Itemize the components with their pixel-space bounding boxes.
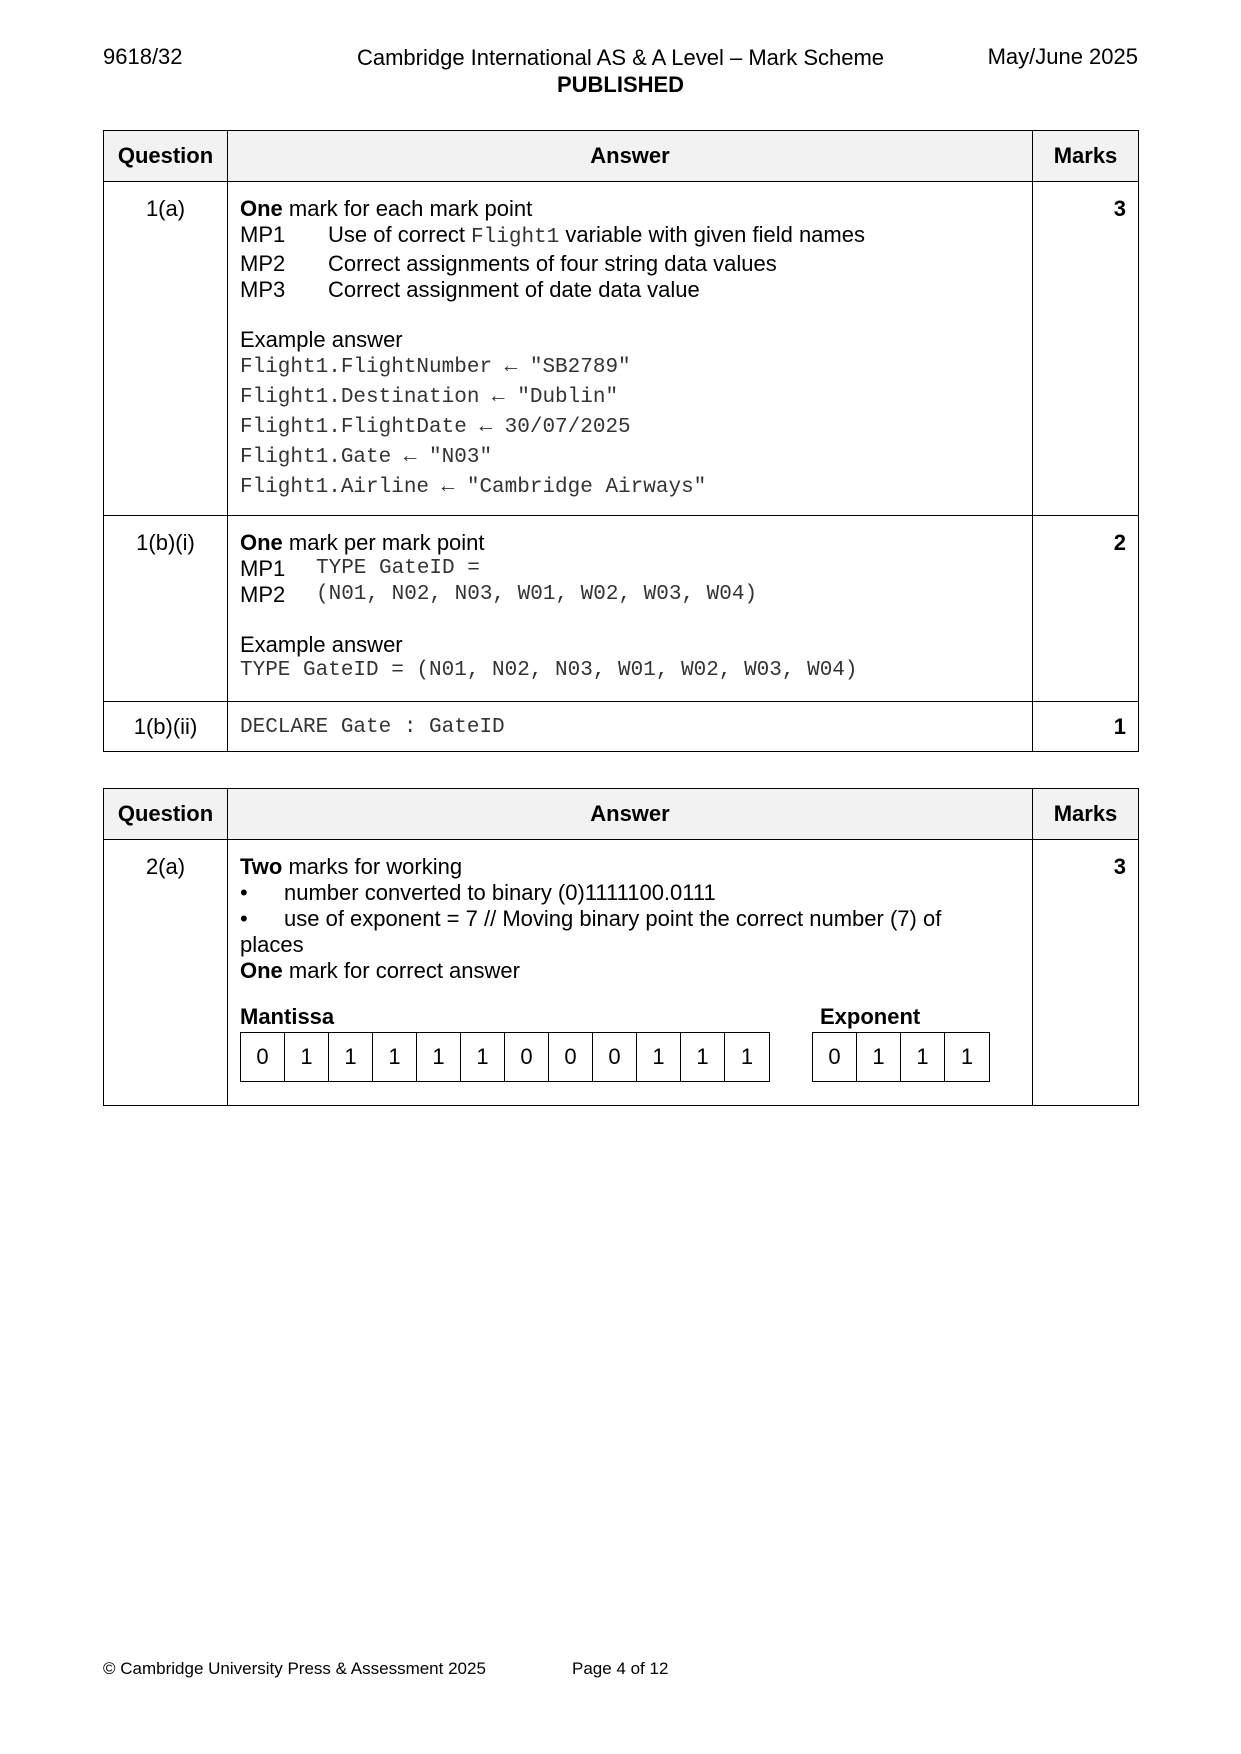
table-row-1bii bbox=[104, 702, 1139, 752]
mark-point-2: MP2 Correct assignments of four string data values bbox=[240, 251, 777, 276]
table-row-2a bbox=[104, 840, 1139, 1106]
mark-point-2: MP2 (N01, N02, N03, W01, W02, W03, W04) bbox=[240, 582, 758, 607]
question-number: 1(a) bbox=[104, 182, 228, 516]
exponent-bit: 0 bbox=[813, 1033, 857, 1081]
mark-intro: One mark per mark point bbox=[240, 530, 485, 555]
code-line: Flight1.FlightNumber ← "SB2789" bbox=[240, 356, 631, 379]
question-header: Question bbox=[104, 131, 228, 182]
question-header: Question bbox=[104, 789, 228, 840]
answer-header: Answer bbox=[228, 789, 1033, 840]
exponent-label: Exponent bbox=[820, 1004, 921, 1029]
mark-scheme-table-1 bbox=[103, 130, 1139, 752]
mark-intro: One mark for each mark point bbox=[240, 196, 533, 221]
mantissa-register bbox=[240, 1032, 770, 1082]
mantissa-bit: 1 bbox=[373, 1033, 417, 1081]
mantissa-bit: 1 bbox=[417, 1033, 461, 1081]
table-row-1bi bbox=[104, 516, 1139, 702]
answer-cell bbox=[228, 182, 1033, 516]
mark-scheme-table-2 bbox=[103, 788, 1139, 1106]
marks-header: Marks bbox=[1033, 789, 1139, 840]
answer-header: Answer bbox=[228, 131, 1033, 182]
register-labels bbox=[240, 1004, 1020, 1030]
final-mark-note: One mark for correct answer bbox=[240, 958, 520, 983]
table-header-row bbox=[104, 131, 1139, 182]
mantissa-label: Mantissa bbox=[240, 1004, 335, 1029]
answer-cell: DECLARE Gate : GateID bbox=[228, 702, 1033, 752]
mark-point-1: MP1 Use of correct Flight1 variable with given field names bbox=[240, 222, 865, 249]
example-label: Example answer bbox=[240, 327, 403, 352]
code-line: Flight1.Airline ← "Cambridge Airways" bbox=[240, 476, 707, 499]
bullet-item: • number converted to binary (0)1111100.0111 bbox=[240, 880, 716, 905]
code-line: Flight1.FlightDate ← 30/07/2025 bbox=[240, 416, 631, 439]
marks-value: 3 bbox=[1033, 182, 1139, 516]
code-line: Flight1.Gate ← "N03" bbox=[240, 446, 493, 469]
exam-session: May/June 2025 bbox=[987, 44, 1138, 69]
exponent-bit: 1 bbox=[960, 1044, 974, 1069]
bullet-item: • use of exponent = 7 // Moving binary point the correct number (7) of bbox=[240, 906, 942, 931]
mantissa-bit: 1 bbox=[285, 1033, 329, 1081]
mantissa-bit: 1 bbox=[637, 1033, 681, 1081]
question-number: 2(a) bbox=[104, 840, 228, 1106]
mantissa-bit: 0 bbox=[505, 1033, 549, 1081]
exponent-bit: 1 bbox=[901, 1033, 945, 1081]
marks-value: 2 bbox=[1033, 516, 1139, 702]
bullet-continuation: places bbox=[240, 932, 304, 957]
marks-value: 3 bbox=[1033, 840, 1139, 1106]
example-label: Example answer bbox=[240, 632, 403, 657]
mantissa-bit: 0 bbox=[593, 1033, 637, 1081]
page-number: Page 4 of 12 bbox=[572, 1659, 669, 1678]
table-row-1a bbox=[104, 182, 1139, 516]
exponent-bit: 1 bbox=[857, 1033, 901, 1081]
copyright-notice: © Cambridge University Press & Assessment 2025 bbox=[103, 1659, 486, 1678]
answer-cell bbox=[228, 840, 1033, 1106]
paper-code: 9618/32 bbox=[103, 44, 183, 69]
question-number: 1(b)(ii) bbox=[104, 702, 228, 752]
mantissa-bit: 0 bbox=[549, 1033, 593, 1081]
answer-cell bbox=[228, 516, 1033, 702]
title-text: Cambridge International AS & A Level – Mark Scheme bbox=[356, 45, 885, 70]
exponent-register bbox=[812, 1032, 990, 1082]
example-code: TYPE GateID = (N01, N02, N03, W01, W02, W03, W04) bbox=[240, 659, 858, 682]
mark-intro: Two marks for working bbox=[240, 854, 463, 879]
code-line: Flight1.Destination ← "Dublin" bbox=[240, 386, 619, 409]
mantissa-bit: 1 bbox=[681, 1033, 725, 1081]
table-header-row bbox=[104, 789, 1139, 840]
published-label: PUBLISHED bbox=[556, 72, 685, 97]
marks-value: 1 bbox=[1033, 702, 1139, 752]
marks-header: Marks bbox=[1033, 131, 1139, 182]
mantissa-bit: 1 bbox=[461, 1033, 505, 1081]
registers bbox=[240, 1032, 1020, 1082]
question-number: 1(b)(i) bbox=[104, 516, 228, 702]
mark-point-1: MP1 TYPE GateID = bbox=[240, 556, 480, 581]
mark-point-3: MP3 Correct assignment of date data value bbox=[240, 277, 700, 302]
mantissa-bit: 0 bbox=[241, 1033, 285, 1081]
mantissa-bit: 1 bbox=[329, 1033, 373, 1081]
mantissa-bit: 1 bbox=[740, 1044, 754, 1069]
